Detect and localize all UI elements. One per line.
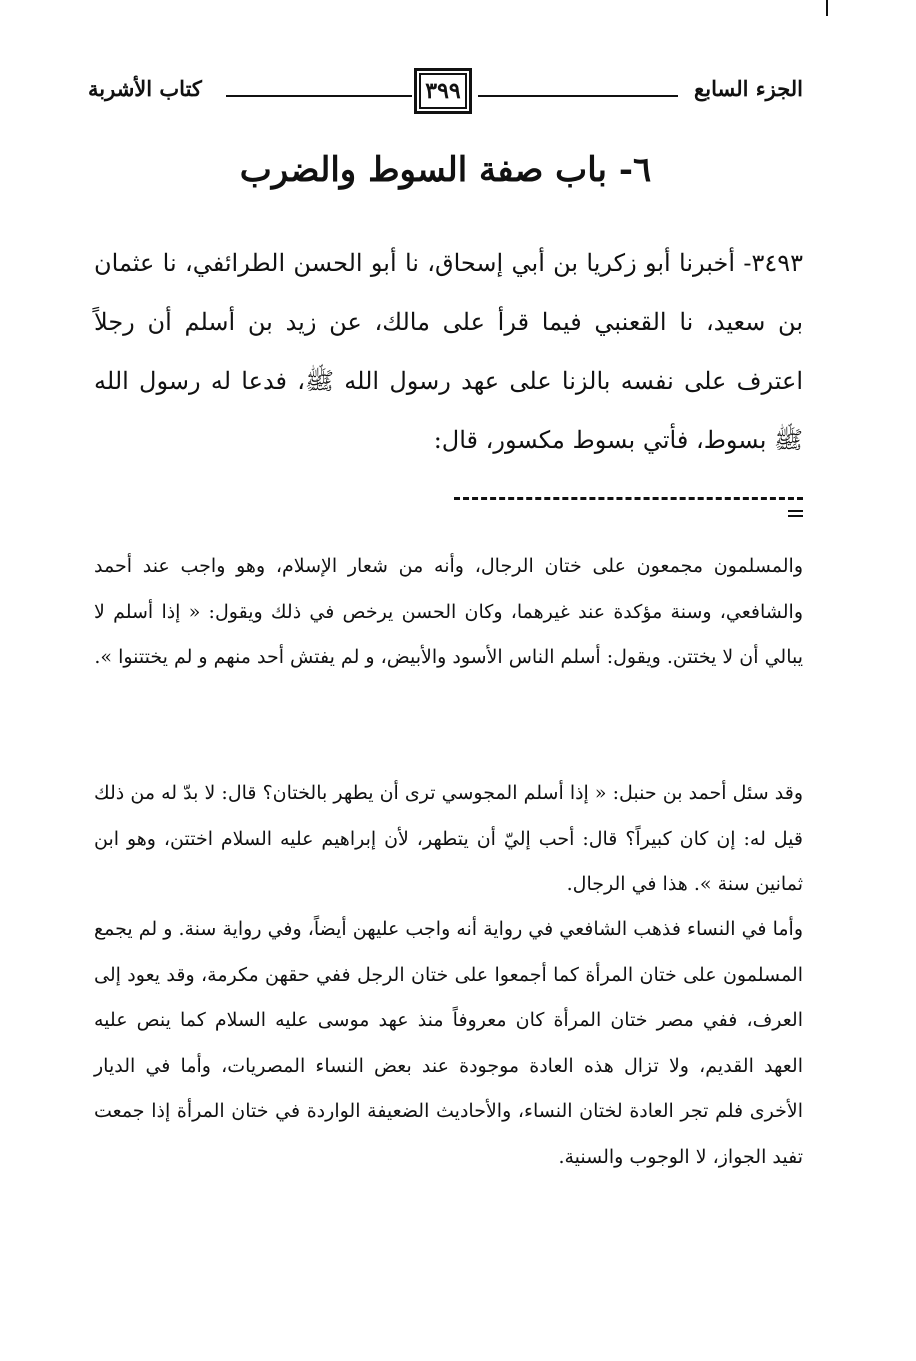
- footnote-paragraph: وقد سئل أحمد بن حنبل: « إذا أسلم المجوسي ترى أن يطهر بالختان؟ قال: لا بدّ له من ذلك قيل له: إن كان كبيراً؟ قال: أحب إليّ أن يتطهر، لأن إبراهيم عليه السلام اختتن، وهو ابن ثمانين سنة ». هذا في الرجال.: [94, 782, 803, 896]
- running-header: [88, 62, 803, 122]
- footnote-separator: [454, 497, 803, 500]
- header-rule-left: [226, 95, 412, 97]
- continuation-mark: [788, 510, 803, 517]
- footnote-paragraph: والمسلمون مجمعون على ختان الرجال، وأنه من شعار الإسلام، وهو واجب عند أحمد والشافعي، وسنة مؤكدة عند غيرهما، وكان الحسن يرخص في ذلك ويقول: « إذا أسلم لا يبالي أن لا يختتن. ويقول: أسلم الناس الأسود والأبيض، و لم يفتش أحد منهم و لم يختتنوا ».: [94, 555, 803, 669]
- hadith-text: ٣٤٩٣- أخبرنا أبو زكريا بن أبي إسحاق، نا أبو الحسن الطرائفي، نا عثمان بن سعيد، نا القعنبي فيما قرأ على مالك، عن زيد بن أسلم أن رجلاً اعترف على نفسه بالزنا على عهد رسول الله ﷺ، فدعا له رسول الله ﷺ بسوط، فأتي بسوط مكسور، قال:: [94, 249, 803, 454]
- book-label: كتاب الأشربة: [88, 76, 202, 101]
- page-number: ٣٩٩: [414, 68, 472, 114]
- footnote-paragraph: وأما في النساء فذهب الشافعي في رواية أنه واجب عليهن أيضاً، وفي رواية سنة. و لم يجمع المسلمون على ختان المرأة كما أجمعوا على ختان الرجل ففي حقهن مكرمة، وقد يعود إلى العرف، ففي مصر ختان المرأة كان معروفاً منذ عهد موسى عليه السلام كما ينص عليه العهد القديم، ولا تزال هذه العادة موجودة عند بعض النساء المصريات، وأما في الديار الأخرى فلم تجر العادة لختان النساء، والأحاديث الضعيفة الواردة في ختان المرأة إذا جمعت تفيد الجواز، لا الوجوب والسنية.: [94, 918, 803, 1168]
- volume-label: الجزء السابع: [694, 76, 803, 101]
- scan-mark: [826, 0, 828, 16]
- header-rule-right: [478, 95, 678, 97]
- chapter-title: ٦- باب صفة السوط والضرب: [239, 150, 652, 190]
